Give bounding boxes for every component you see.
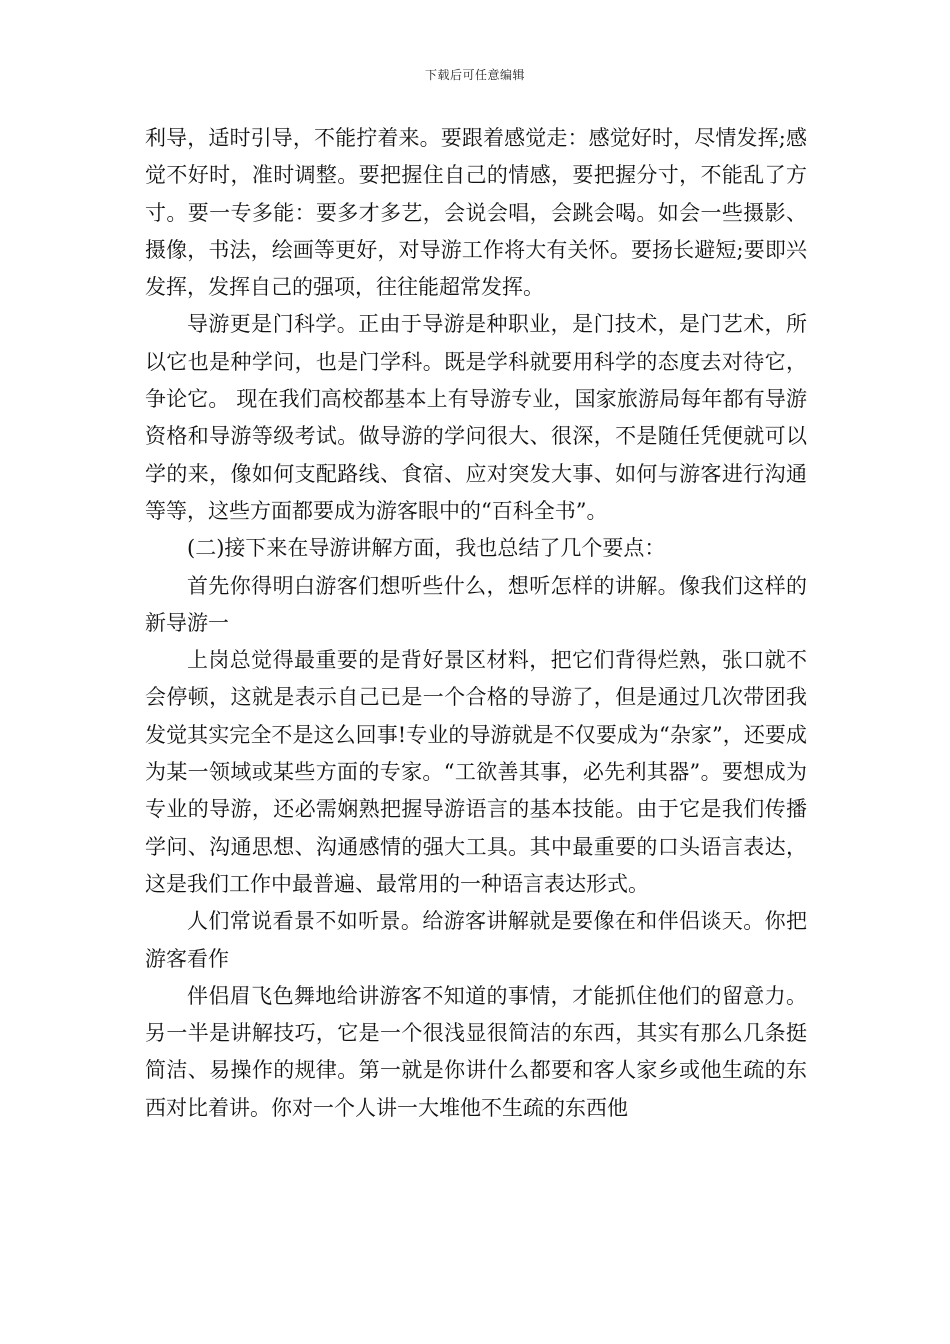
page-header: 下载后可任意编辑 [424,68,525,82]
paragraph: (二)接下来在导游讲解方面，我也总结了几个要点： [187,536,666,561]
document-body [145,120,807,1127]
paragraph: 人们常说看景不如听景。给游客讲解就是要像在和伴侣谈天。你把游客看作 [145,909,807,971]
paragraph: 首先你得明白游客们想听些什么，想听怎样的讲解。像我们这样的新导游一 [145,573,807,635]
paragraph: 导游更是门科学。正由于导游是种职业，是门技术，是门艺术，所以它也是种学问，也是门学科。既是学科就要用科学的态度去对待它，争论它。 现在我们高校都基本上有导游专业，国家旅游局每年都有导游资格和导游等级考试。做导游的学问很大、很深，不是随任凭便就可以学的来，像如何支配路线、食宿、应对突发大事、如何与游客进行沟通等等，这些方面都要成为游客眼中的“百科全书”。 [145,312,807,523]
paragraph: 上岗总觉得最重要的是背好景区材料，把它们背得烂熟，张口就不会停顿，这就是表示自己已是一个合格的导游了，但是通过几次带团我发觉其实完全不是这么回事!专业的导游就是不仅要成为“杂家”，还要成为某一领域或某些方面的专家。“工欲善其事，必先利其器”。要想成为专业的导游，还必需娴熟把握导游语言的基本技能。由于它是我们传播学问、沟通思想、沟通感情的强大工具。其中最重要的口头语言表达，这是我们工作中最普遍、最常用的一种语言表达形式。 [145,648,807,896]
paragraph: 利导，适时引导，不能拧着来。要跟着感觉走：感觉好时，尽情发挥;感觉不好时，准时调整。要把握住自己的情感，要把握分寸，不能乱了方寸。要一专多能：要多才多艺，会说会唱，会跳会喝。如会一些摄影、摄像，书法，绘画等更好，对导游工作将大有关怀。要扬长避短;要即兴发挥，发挥自己的强项，往往能超常发挥。 [145,126,807,300]
paragraph: 伴侣眉飞色舞地给讲游客不知道的事情，才能抓住他们的留意力。另一半是讲解技巧，它是一个很浅显很简洁的东西，其实有那么几条挺简洁、易操作的规律。第一就是你讲什么都要和客人家乡或他生疏的东西对比着讲。你对一个人讲一大堆他不生疏的东西他 [145,983,807,1120]
